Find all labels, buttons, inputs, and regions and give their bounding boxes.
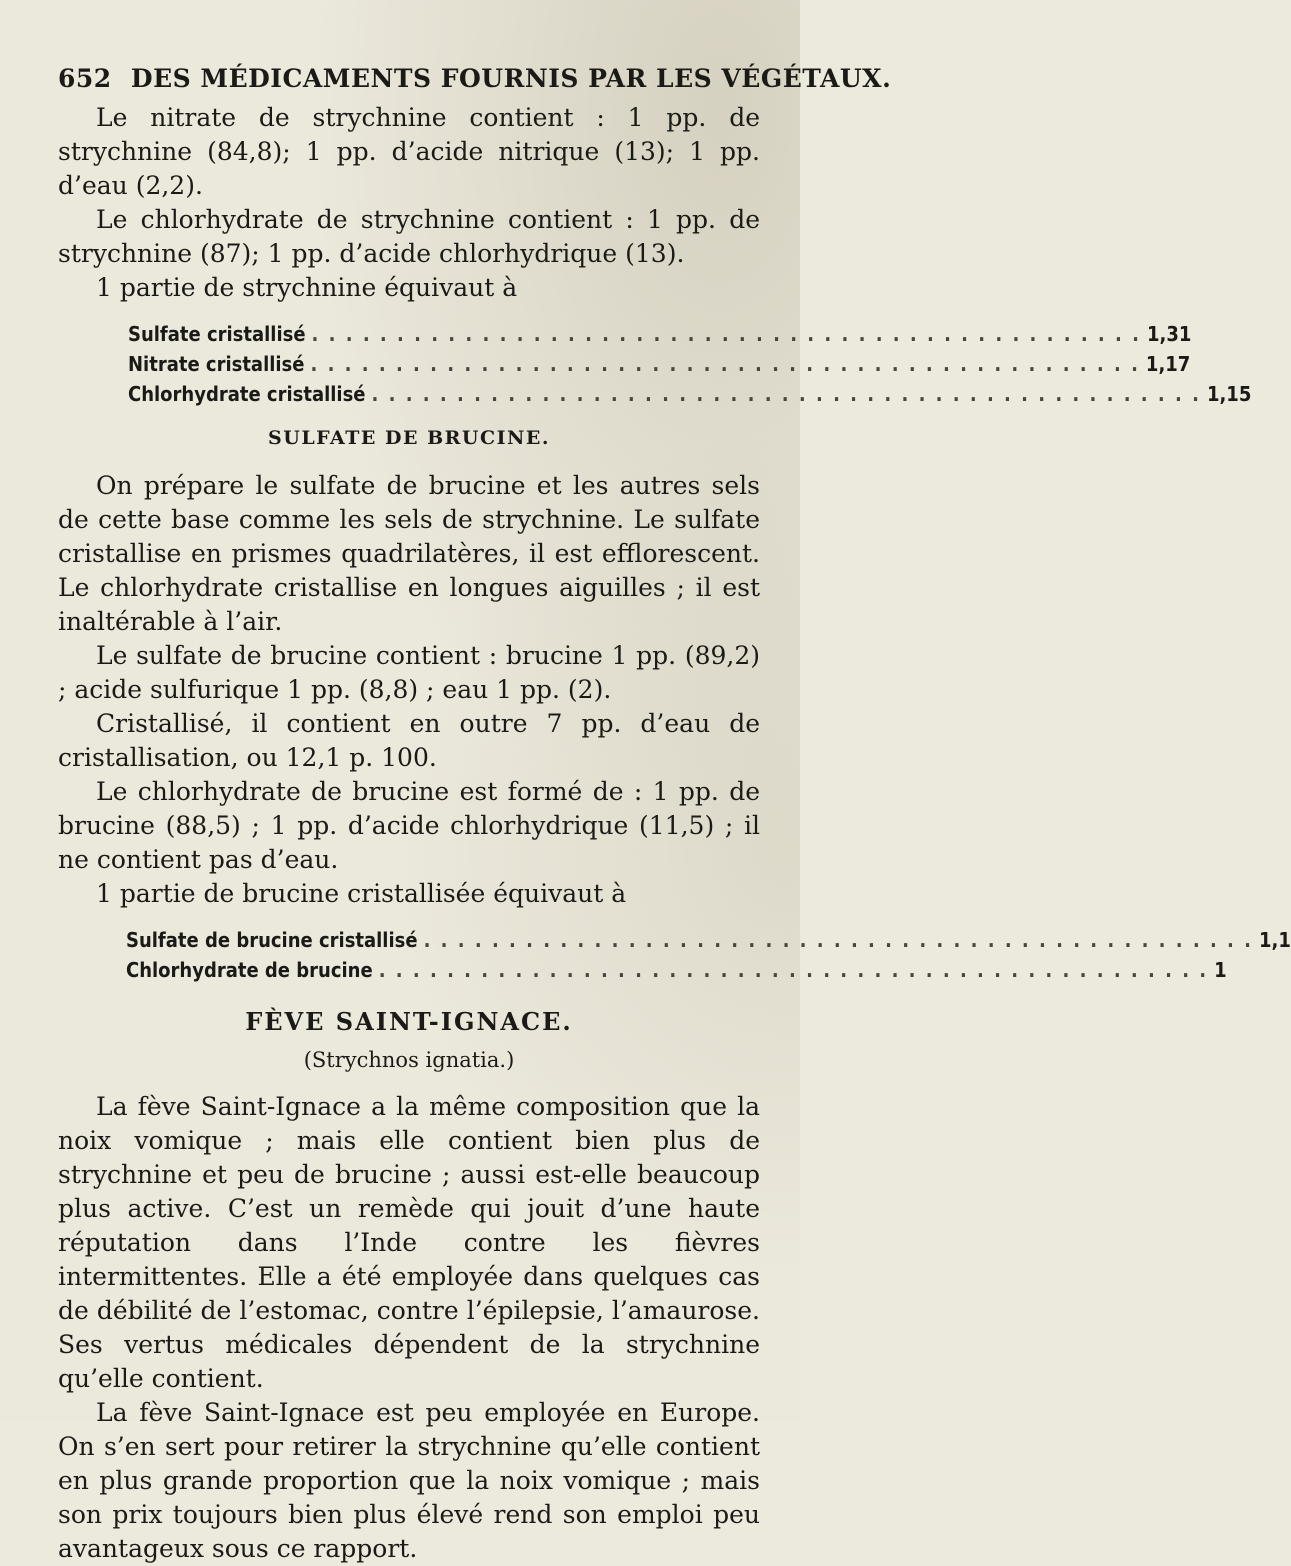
row-value: 1,15 xyxy=(1206,382,1252,406)
page-number: 652 xyxy=(58,64,112,93)
paragraph-sulfate-brucine: Le sulfate de brucine contient : brucine 1 pp. (89,2) ; acide sulfurique 1 pp. (8,8) ; eau 1 pp. (2). xyxy=(58,641,760,704)
table-row xyxy=(128,379,1252,409)
section-title-sulfate-brucine: SULFATE DE BRUCINE. xyxy=(268,427,550,449)
paragraph-cristallise: Cristallisé, il contient en outre 7 pp. d’eau de cristallisation, ou 12,1 p. 100. xyxy=(58,709,760,772)
dot-leader xyxy=(310,349,1139,379)
table-row xyxy=(126,925,1291,955)
running-title: DES MÉDICAMENTS FOURNIS PAR LES VÉGÉTAUX. xyxy=(130,64,892,93)
table-row xyxy=(128,319,1192,349)
row-label: Chlorhydrate cristallisé xyxy=(128,382,366,406)
table-row xyxy=(126,955,1227,985)
dot-leader xyxy=(379,955,1208,985)
row-value: 1 xyxy=(1214,958,1227,982)
row-label: Sulfate de brucine cristallisé xyxy=(126,928,418,952)
row-value: 1,1 xyxy=(1259,928,1291,952)
strychnine-equivalence-table xyxy=(128,319,1252,409)
section-title-feve-saint-ignace: FÈVE SAINT-IGNACE. xyxy=(245,1007,573,1036)
row-label: Nitrate cristallisé xyxy=(128,352,305,376)
dot-leader xyxy=(312,319,1141,349)
row-value: 1,31 xyxy=(1146,322,1192,346)
row-label: Sulfate cristallisé xyxy=(128,322,306,346)
paragraph-preparation-brucine: On prépare le sulfate de brucine et les autres sels de cette base comme les sels de strychnine. Le sulfate cristallise en prismes quadrilatères, il est efflorescent. Le chlorhydrate cristallise en longues aiguilles ; il est inaltérable à l’air. xyxy=(58,471,760,636)
paragraph-chlorhydrate-strychnine: Le chlorhydrate de strychnine contient : 1 pp. de strychnine (87); 1 pp. d’acide chlorhydrique (13). xyxy=(58,205,760,268)
row-label: Chlorhydrate de brucine xyxy=(126,958,373,982)
brucine-equivalence-table xyxy=(126,925,1291,985)
table-row xyxy=(128,349,1191,379)
row-value: 1,17 xyxy=(1145,352,1191,376)
latin-name: (Strychnos ignatia.) xyxy=(303,1048,515,1072)
paragraph-chlorhydrate-brucine: Le chlorhydrate de brucine est formé de : 1 pp. de brucine (88,5) ; 1 pp. d’acide chlorhydrique (11,5) ; il ne contient pas d’eau. xyxy=(58,777,760,874)
paragraph-nitrate-strychnine: Le nitrate de strychnine contient : 1 pp. de strychnine (84,8); 1 pp. d’acide nitrique (13); 1 pp. d’eau (2,2). xyxy=(58,103,760,200)
dot-leader xyxy=(372,379,1201,409)
paragraph-equivalence-brucine: 1 partie de brucine cristallisée équivaut à xyxy=(96,879,627,908)
dot-leader xyxy=(424,925,1253,955)
paragraph-feve-usage: La fève Saint-Ignace est peu employée en Europe. On s’en sert pour retirer la strychnine qu’elle contient en plus grande proportion que la noix vomique ; mais son prix toujours bien plus élevé rend son emploi peu avantageux sous ce rapport. xyxy=(58,1398,760,1563)
paragraph-feve-composition: La fève Saint-Ignace a la même composition que la noix vomique ; mais elle contient bien plus de strychnine et peu de brucine ; aussi est-elle beaucoup plus active. C’est un remède qui jouit d’une haute réputation dans l’Inde contre les fièvres intermittentes. Elle a été employée dans quelques cas de débilité de l’estomac, contre l’épilepsie, l’amaurose. Ses vertus médicales dépendent de la strychnine qu’elle contient. xyxy=(58,1092,760,1393)
running-header xyxy=(58,64,892,93)
paragraph-equivalence-strychnine: 1 partie de strychnine équivaut à xyxy=(96,273,518,302)
